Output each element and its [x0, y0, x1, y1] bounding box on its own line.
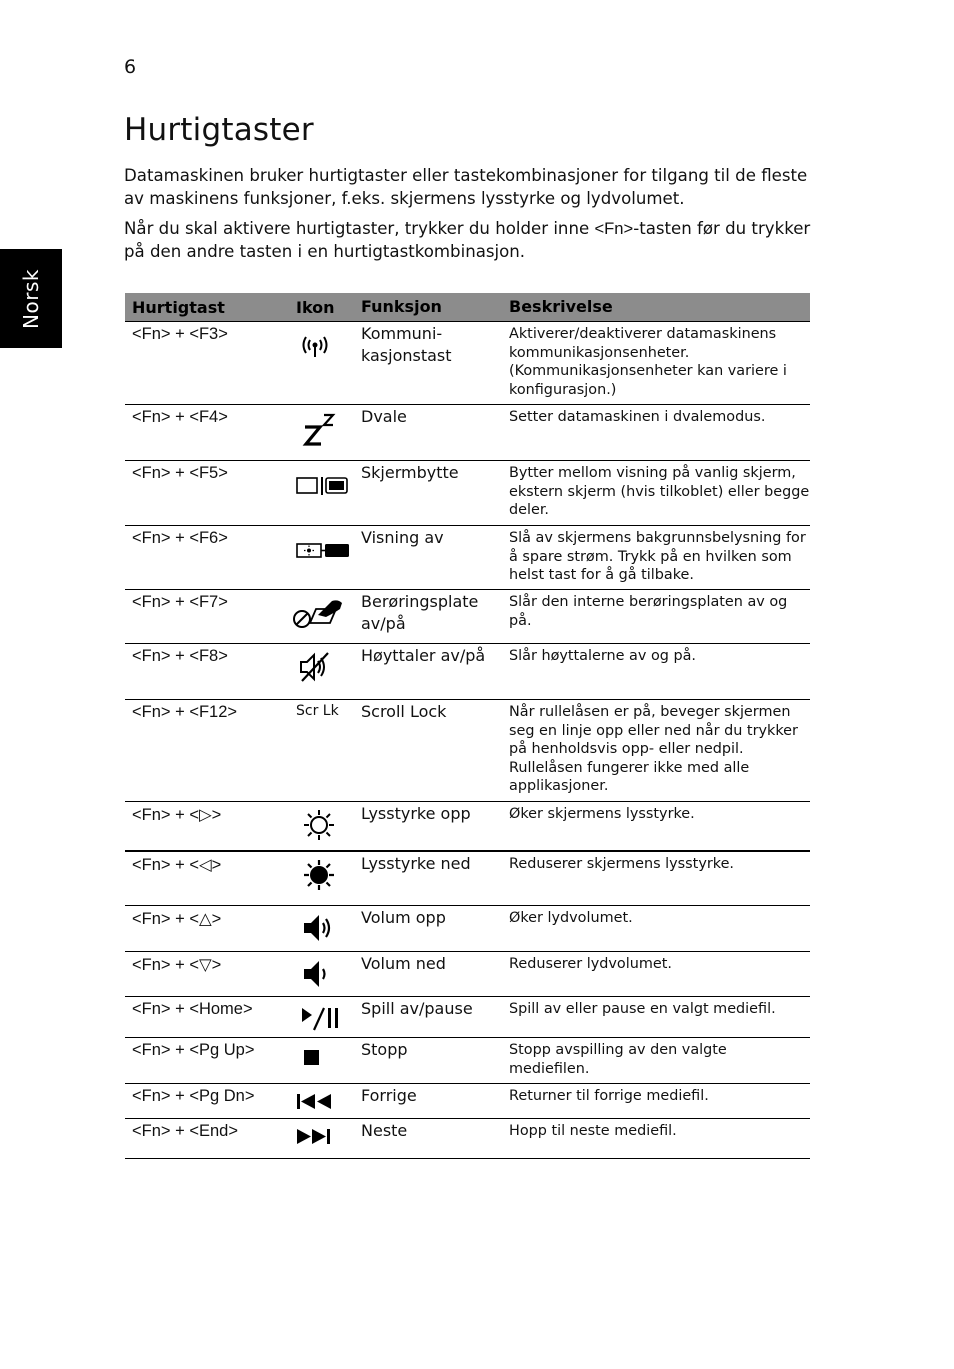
- hotkey-cell: <Fn> + <F4>: [132, 408, 228, 426]
- icon-cell: [290, 405, 354, 460]
- display-off-icon: [296, 542, 350, 560]
- description-cell: Hopp til neste mediefil.: [509, 1123, 677, 1139]
- table-row: [125, 644, 810, 700]
- icon-cell: [290, 1038, 354, 1083]
- icon-cell: [290, 906, 354, 951]
- function-cell: Skjermbytte: [361, 463, 459, 482]
- description-cell: Setter datamaskinen i dvalemodus.: [509, 409, 766, 425]
- sleep-icon: [302, 411, 336, 447]
- description-cell: Når rullelåsen er på, beveger skjermen seg en linje opp eller ned når du trykker på henholdsvis opp- eller nedpil. Rullelåsen fungerer ikke med alle applikasjoner.: [509, 704, 798, 794]
- instruction-text-end: -tasten før du trykker på den andre tasten i en hurtigtastkombinasjon.: [124, 219, 811, 261]
- table-row: [125, 590, 810, 644]
- icon-cell: [290, 590, 354, 643]
- description-cell: Spill av eller pause en valgt mediefil.: [509, 1001, 776, 1017]
- function-cell: Stopp: [361, 1040, 408, 1059]
- description-cell: Slår den interne berøringsplaten av og på.: [509, 594, 788, 629]
- stop-icon: [302, 1048, 322, 1068]
- table-row: [125, 1084, 810, 1119]
- icon-cell: [290, 461, 354, 525]
- side-tab-label: Norsk: [18, 268, 43, 329]
- hotkey-cell: <Fn> + <▷>: [132, 806, 222, 824]
- function-cell: Scroll Lock: [361, 702, 447, 721]
- table-row: [125, 321, 810, 405]
- table-row: [125, 405, 810, 461]
- hotkey-cell: <Fn> + <F7>: [132, 593, 228, 611]
- volume-down-icon: [302, 957, 336, 991]
- icon-cell: [290, 644, 354, 699]
- header-function: Funksjon: [361, 297, 442, 316]
- instruction-paragraph: [124, 217, 814, 263]
- table-row: [125, 1038, 810, 1084]
- table-row: [125, 802, 810, 852]
- header-icon: Ikon: [296, 297, 335, 317]
- icon-cell: [290, 852, 354, 905]
- description-cell: Stopp avspilling av den valgte mediefilen.: [509, 1042, 727, 1077]
- table-row: [125, 852, 810, 906]
- icon-cell: [290, 1119, 354, 1158]
- hotkey-cell: <Fn> + <Home>: [132, 1000, 253, 1018]
- description-cell: Reduserer lydvolumet.: [509, 956, 672, 972]
- volume-up-icon: [302, 911, 336, 945]
- hotkey-table: [125, 293, 810, 1159]
- description-cell: Bytter mellom visning på vanlig skjerm, ekstern skjerm (hvis tilkoblet) eller begge deler.: [509, 465, 810, 518]
- icon-cell: [290, 997, 354, 1037]
- description-cell: Reduserer skjermens lysstyrke.: [509, 856, 735, 872]
- hotkey-cell: <Fn> + <Pg Up>: [132, 1041, 255, 1059]
- function-cell: Volum ned: [361, 954, 446, 973]
- speaker-mute-icon: [298, 650, 332, 684]
- icon-cell: [290, 526, 354, 589]
- function-cell: Høyttaler av/på: [361, 646, 486, 665]
- header-description: Beskrivelse: [509, 296, 613, 316]
- function-cell: Kommuni- kasjonstast: [361, 324, 452, 365]
- hotkey-cell: <Fn> + <F6>: [132, 529, 228, 547]
- page-title: Hurtigtaster: [124, 112, 314, 148]
- description-cell: Øker lydvolumet.: [509, 910, 633, 926]
- hotkey-cell: <Fn> + <F5>: [132, 464, 228, 482]
- instruction-text-start: Når du skal aktivere hurtigtaster, trykker du holder inne: [124, 219, 595, 238]
- icon-cell: [290, 700, 354, 801]
- icon-cell: [290, 802, 354, 850]
- icon-cell: [290, 1084, 354, 1118]
- table-header: [125, 293, 810, 321]
- hotkey-cell: <Fn> + <F3>: [132, 325, 228, 343]
- hotkey-cell: <Fn> + <Pg Dn>: [132, 1087, 255, 1105]
- page-number: 6: [124, 56, 137, 78]
- function-cell: Spill av/pause: [361, 999, 473, 1018]
- function-cell: Lysstyrke opp: [361, 804, 471, 823]
- brightness-down-icon: [302, 858, 336, 892]
- scroll-lock-icon-text: Scr Lk: [296, 703, 339, 719]
- display-toggle-icon: [296, 477, 350, 495]
- table-row: [125, 700, 810, 802]
- description-cell: Aktiverer/deaktiverer datamaskinens kommunikasjonsenheter. (Kommunikasjonsenheter kan variere i konfigurasjon.): [509, 326, 787, 398]
- language-side-tab: [0, 249, 62, 348]
- brightness-up-icon: [302, 808, 336, 842]
- description-cell: Øker skjermens lysstyrke.: [509, 806, 695, 822]
- function-cell: Forrige: [361, 1086, 417, 1105]
- previous-icon: [296, 1093, 336, 1111]
- fn-key-label: <Fn>: [594, 219, 634, 238]
- function-cell: Visning av: [361, 528, 444, 547]
- table-row: [125, 1119, 810, 1159]
- wireless-icon: [298, 332, 332, 358]
- table-row: [125, 997, 810, 1038]
- table-row: [125, 952, 810, 997]
- description-cell: Slå av skjermens bakgrunnsbelysning for å spare strøm. Trykk på en hvilken som helst tast for å gå tilbake.: [509, 530, 806, 583]
- icon-cell: [290, 322, 354, 404]
- hotkey-cell: <Fn> + <◁>: [132, 856, 222, 874]
- icon-cell: [290, 952, 354, 996]
- table-row: [125, 906, 810, 952]
- hotkey-cell: <Fn> + <F12>: [132, 703, 238, 721]
- hotkey-cell: <Fn> + <▽>: [132, 956, 222, 974]
- function-cell: Dvale: [361, 407, 407, 426]
- function-cell: Volum opp: [361, 908, 446, 927]
- header-hotkey: Hurtigtast: [132, 297, 225, 317]
- hotkey-cell: <Fn> + <End>: [132, 1122, 238, 1140]
- description-cell: Slår høyttalerne av og på.: [509, 648, 697, 664]
- touchpad-toggle-icon: [292, 597, 346, 631]
- function-cell: Neste: [361, 1121, 408, 1140]
- table-row: [125, 526, 810, 590]
- function-cell: Berøringsplate av/på: [361, 592, 479, 633]
- description-cell: Returner til forrige mediefil.: [509, 1088, 709, 1104]
- next-icon: [296, 1128, 336, 1146]
- play-pause-icon: [300, 1004, 342, 1032]
- table-row: [125, 461, 810, 526]
- intro-paragraph: Datamaskinen bruker hurtigtaster eller tastekombinasjoner for tilgang til de fleste av maskinens funksjoner, f.eks. skjermens lysstyrke og lydvolumet.: [124, 166, 808, 208]
- hotkey-cell: <Fn> + <F8>: [132, 647, 228, 665]
- function-cell: Lysstyrke ned: [361, 854, 471, 873]
- hotkey-cell: <Fn> + <△>: [132, 910, 222, 928]
